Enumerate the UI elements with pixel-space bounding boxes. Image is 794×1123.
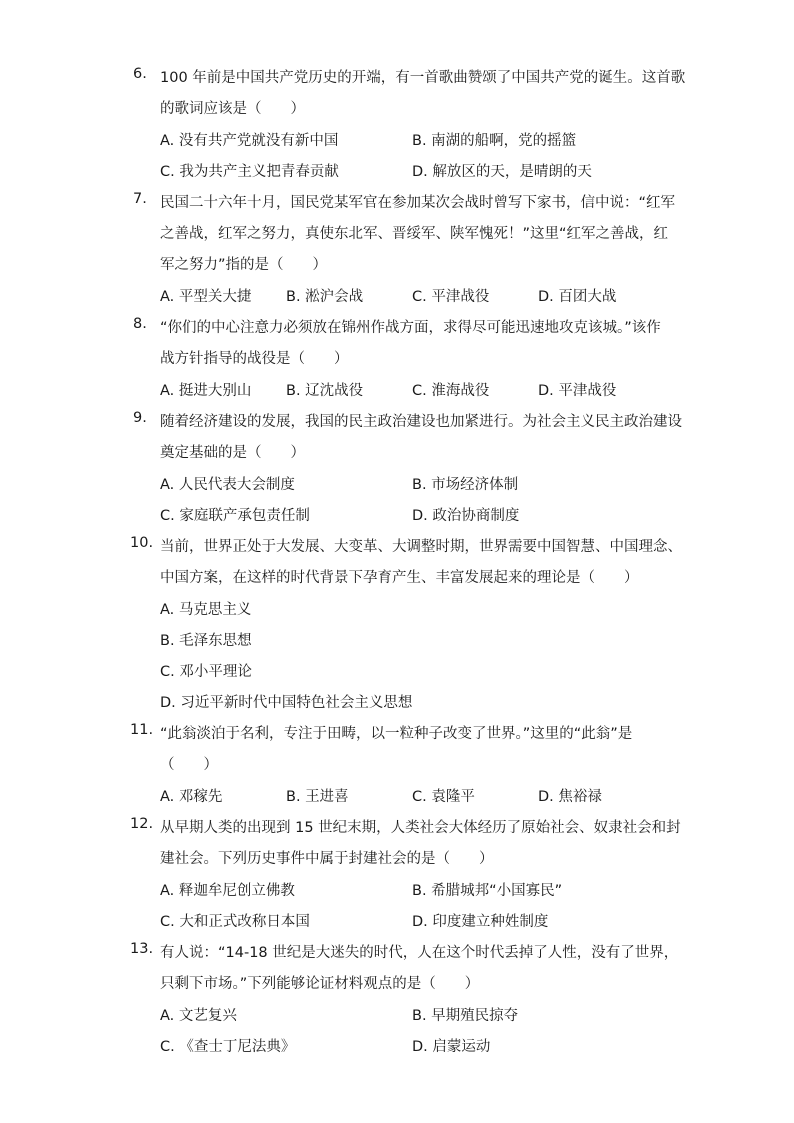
question-stem-line: 建社会。下列历史事件中属于封建社会的是（ ）: [160, 851, 494, 867]
option-c[interactable]: C. 大和正式改称日本国: [160, 914, 310, 930]
question-number: 6.: [133, 66, 147, 82]
question-stem-line: 当前，世界正处于大发展、大变革、大调整时期，世界需要中国智慧、中国理念、: [160, 539, 682, 555]
option-c[interactable]: C. 我为共产主义把青春贡献: [160, 164, 339, 180]
question-number: 12.: [130, 816, 154, 832]
option-b[interactable]: B. 市场经济体制: [412, 477, 519, 493]
option-b[interactable]: B. 南湖的船啊，党的摇篮: [412, 133, 577, 149]
question-stem-line: 中国方案，在这样的时代背景下孕育产生、丰富发展起来的理论是（ ）: [160, 570, 639, 586]
question-number: 11.: [130, 722, 154, 738]
option-b[interactable]: B. 淞沪会战: [286, 289, 364, 305]
question-stem-line: （ ）: [160, 757, 218, 773]
option-b[interactable]: B. 毛泽东思想: [160, 633, 252, 649]
option-c[interactable]: C. 淮海战役: [412, 383, 490, 399]
question-stem-line: 战方针指导的战役是（ ）: [160, 351, 349, 367]
question-stem-line: “你们的中心注意力必须放在锦州作战方面，求得尽可能迅速地攻克该城。”该作: [160, 320, 661, 336]
option-a[interactable]: A. 文艺复兴: [160, 1008, 237, 1024]
question-stem-line: 之善战，红军之努力，真使东北军、晋绥军、陕军愧死！”这里“红军之善战，红: [160, 226, 669, 242]
question-number: 7.: [133, 191, 147, 207]
option-a[interactable]: A. 马克思主义: [160, 602, 252, 618]
question-number: 10.: [130, 535, 154, 551]
option-d[interactable]: D. 印度建立种姓制度: [412, 914, 549, 930]
question-stem-line: 军之努力”指的是（ ）: [160, 257, 328, 273]
option-a[interactable]: A. 挺进大别山: [160, 383, 252, 399]
option-c[interactable]: C. 邓小平理论: [160, 664, 252, 680]
option-b[interactable]: B. 早期殖民掠夺: [412, 1008, 519, 1024]
question-stem-line: 奠定基础的是（ ）: [160, 445, 305, 461]
option-a[interactable]: A. 平型关大捷: [160, 289, 252, 305]
question-number: 9.: [133, 410, 147, 426]
question-number: 13.: [130, 941, 154, 957]
option-b[interactable]: B. 辽沈战役: [286, 383, 364, 399]
option-d[interactable]: D. 习近平新时代中国特色社会主义思想: [160, 695, 413, 711]
option-a[interactable]: A. 释迦牟尼创立佛教: [160, 883, 295, 899]
option-d[interactable]: D. 政治协商制度: [412, 508, 520, 524]
option-d[interactable]: D. 焦裕禄: [538, 789, 602, 805]
question-stem-line: 的歌词应该是（ ）: [160, 101, 305, 117]
option-c[interactable]: C. 平津战役: [412, 289, 490, 305]
question-stem-line: 100 年前是中国共产党历史的开端，有一首歌曲赞颂了中国共产党的诞生。这首歌: [160, 70, 686, 86]
option-b[interactable]: B. 希腊城邦“小国寡民”: [412, 883, 563, 899]
question-stem-line: “此翁淡泊于名利，专注于田畴，以一粒种子改变了世界。”这里的“此翁”是: [160, 726, 633, 742]
question-stem-line: 随着经济建设的发展，我国的民主政治建设也加紧进行。为社会主义民主政治建设: [160, 414, 682, 430]
option-a[interactable]: A. 没有共产党就没有新中国: [160, 133, 339, 149]
question-number: 8.: [133, 316, 147, 332]
option-d[interactable]: D. 解放区的天，是晴朗的天: [412, 164, 592, 180]
option-b[interactable]: B. 王进喜: [286, 789, 349, 805]
question-stem-line: 只剩下市场。”下列能够论证材料观点的是（ ）: [160, 976, 480, 992]
question-stem-line: 民国二十六年十月，国民党某军官在参加某次会战时曾写下家书，信中说：“红军: [160, 195, 676, 211]
option-d[interactable]: D. 百团大战: [538, 289, 617, 305]
option-a[interactable]: A. 邓稼先: [160, 789, 223, 805]
option-d[interactable]: D. 平津战役: [538, 383, 617, 399]
option-c[interactable]: C. 袁隆平: [412, 789, 475, 805]
option-a[interactable]: A. 人民代表大会制度: [160, 477, 295, 493]
option-c[interactable]: C. 家庭联产承包责任制: [160, 508, 310, 524]
question-stem-line: 从早期人类的出现到 15 世纪末期，人类社会大体经历了原始社会、奴隶社会和封: [160, 820, 681, 836]
option-d[interactable]: D. 启蒙运动: [412, 1039, 491, 1055]
question-stem-line: 有人说：“14-18 世纪是大迷失的时代，人在这个时代丢掉了人性，没有了世界，: [160, 945, 679, 961]
option-c[interactable]: C. 《查士丁尼法典》: [160, 1039, 296, 1055]
